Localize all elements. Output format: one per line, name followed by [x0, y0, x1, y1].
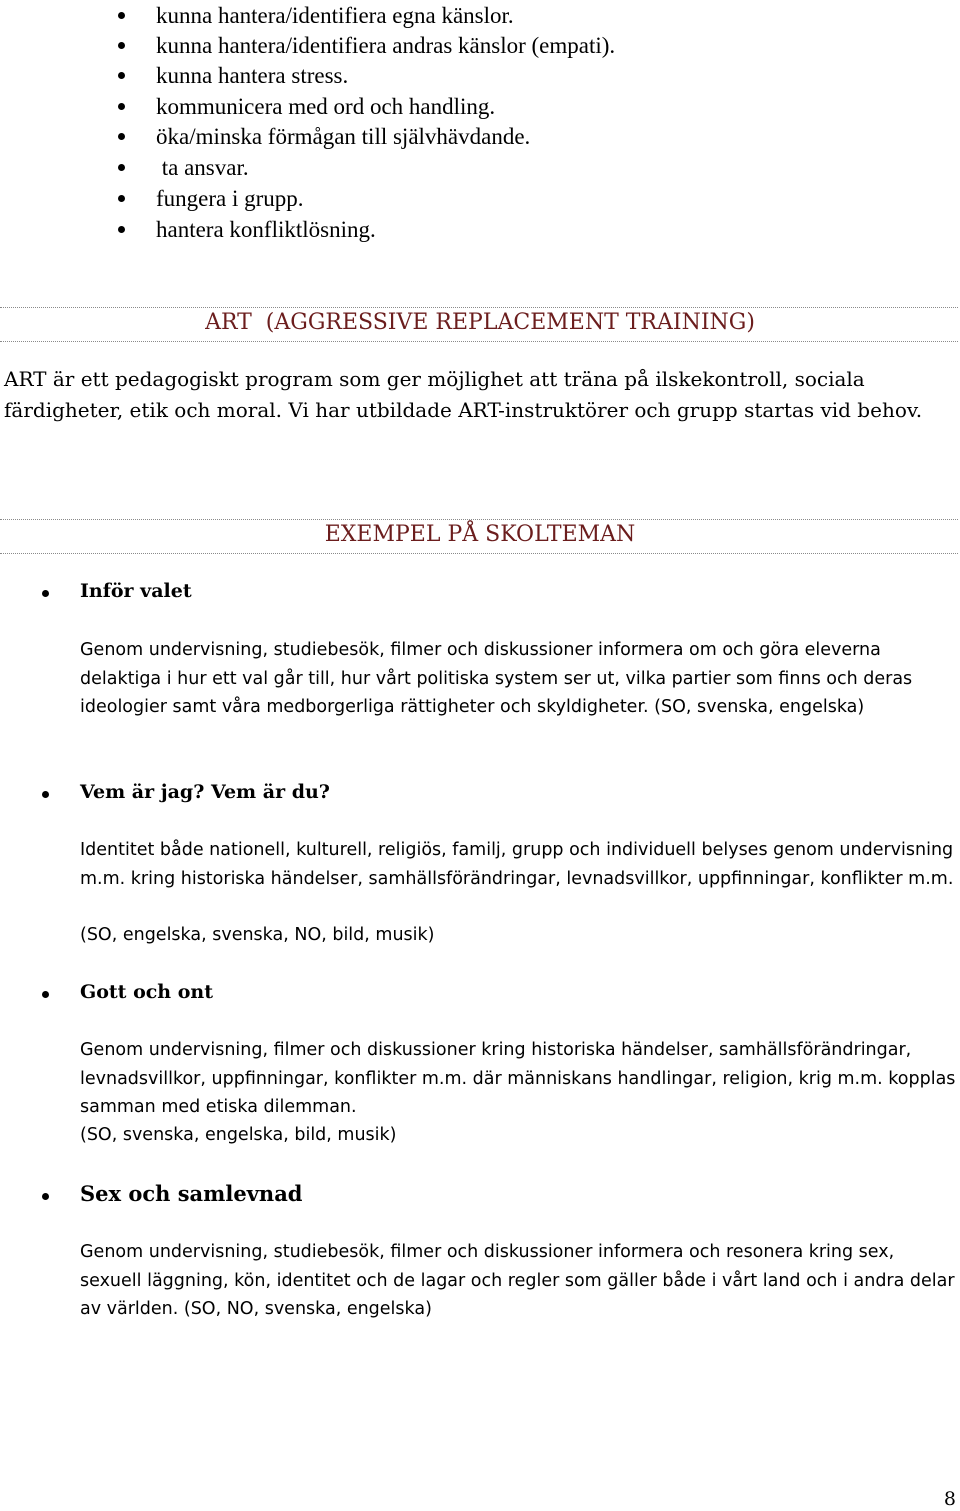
list-item-text: fungera i grupp.	[156, 186, 304, 211]
page-number: 8	[943, 1488, 956, 1510]
bullet-icon	[118, 12, 125, 19]
theme-description: Genom undervisning, studiebesök, filmer och diskussioner informera om och göra eleverna delaktiga i hur ett val går till, hur vårt politiska system ser ut, vilka partier som finns och deras ideologier samt våra medborgerliga rättigheter och skyldigheter. (SO, svenska, engelska)	[80, 640, 913, 717]
theme-subjects: (SO, svenska, engelska, bild, musik)	[80, 1125, 397, 1145]
theme-description: Identitet både nationell, kulturell, religiös, familj, grupp och individuell belyses genom undervisning m.m. kring historiska händelser, samhällsförändringar, levnadsvillkor, uppfinningar, konflikter m.m.	[80, 840, 954, 889]
bullet-icon	[118, 164, 125, 171]
section-divider	[0, 307, 958, 308]
list-item-text: kunna hantera stress.	[156, 63, 349, 88]
section-divider	[0, 519, 958, 520]
art-section-heading: ART (AGGRESSIVE REPLACEMENT TRAINING)	[205, 310, 755, 335]
bullet-icon	[118, 195, 125, 202]
section-divider	[0, 341, 958, 342]
bullet-icon	[42, 791, 49, 798]
bullet-icon	[118, 72, 125, 79]
theme-title-gott-och-ont: Gott och ont	[80, 981, 213, 1003]
list-item-text: kunna hantera/identifiera egna känslor.	[156, 3, 514, 28]
theme-description: Genom undervisning, filmer och diskussioner kring historiska händelser, samhällsförändringar, levnadsvillkor, uppfinningar, konflikter m.m. där människans handlingar, religion, krig m.m. kopplas samman med etiska dilemman.	[80, 1040, 956, 1117]
list-item-text: kommunicera med ord och handling.	[156, 94, 496, 119]
bullet-icon	[118, 103, 125, 110]
art-paragraph: ART är ett pedagogiskt program som ger möjlighet att träna på ilskekontroll, sociala färdigheter, etik och moral. Vi har utbildade ART-instruktörer och grupp startas vid behov.	[4, 367, 923, 422]
bullet-icon	[118, 133, 125, 140]
examples-section-heading: EXEMPEL PÅ SKOLTEMAN	[324, 522, 636, 547]
list-item-text: ta ansvar.	[156, 155, 249, 180]
theme-title-sex-och-samlevnad: Sex och samlevnad	[80, 1181, 303, 1206]
theme-title-infor-valet: Inför valet	[80, 580, 192, 602]
list-item-text: öka/minska förmågan till självhävdande.	[156, 124, 531, 149]
bullet-icon	[42, 991, 49, 998]
list-item-text: kunna hantera/identifiera andras känslor (empati).	[156, 33, 616, 58]
section-divider	[0, 553, 958, 554]
bullet-icon	[42, 1193, 49, 1200]
theme-description: Genom undervisning, studiebesök, filmer och diskussioner informera och resonera kring sex, sexuell läggning, kön, identitet och de lagar och regler som gäller både i vårt land och i andra delar av världen. (SO, NO, svenska, engelska)	[80, 1242, 955, 1319]
bullet-icon	[42, 590, 49, 597]
bullet-icon	[118, 42, 125, 49]
theme-title-vem-ar-jag: Vem är jag? Vem är du?	[80, 781, 330, 803]
theme-subjects: (SO, engelska, svenska, NO, bild, musik)	[80, 925, 435, 945]
bullet-icon	[118, 226, 125, 233]
list-item-text: hantera konfliktlösning.	[156, 217, 376, 242]
